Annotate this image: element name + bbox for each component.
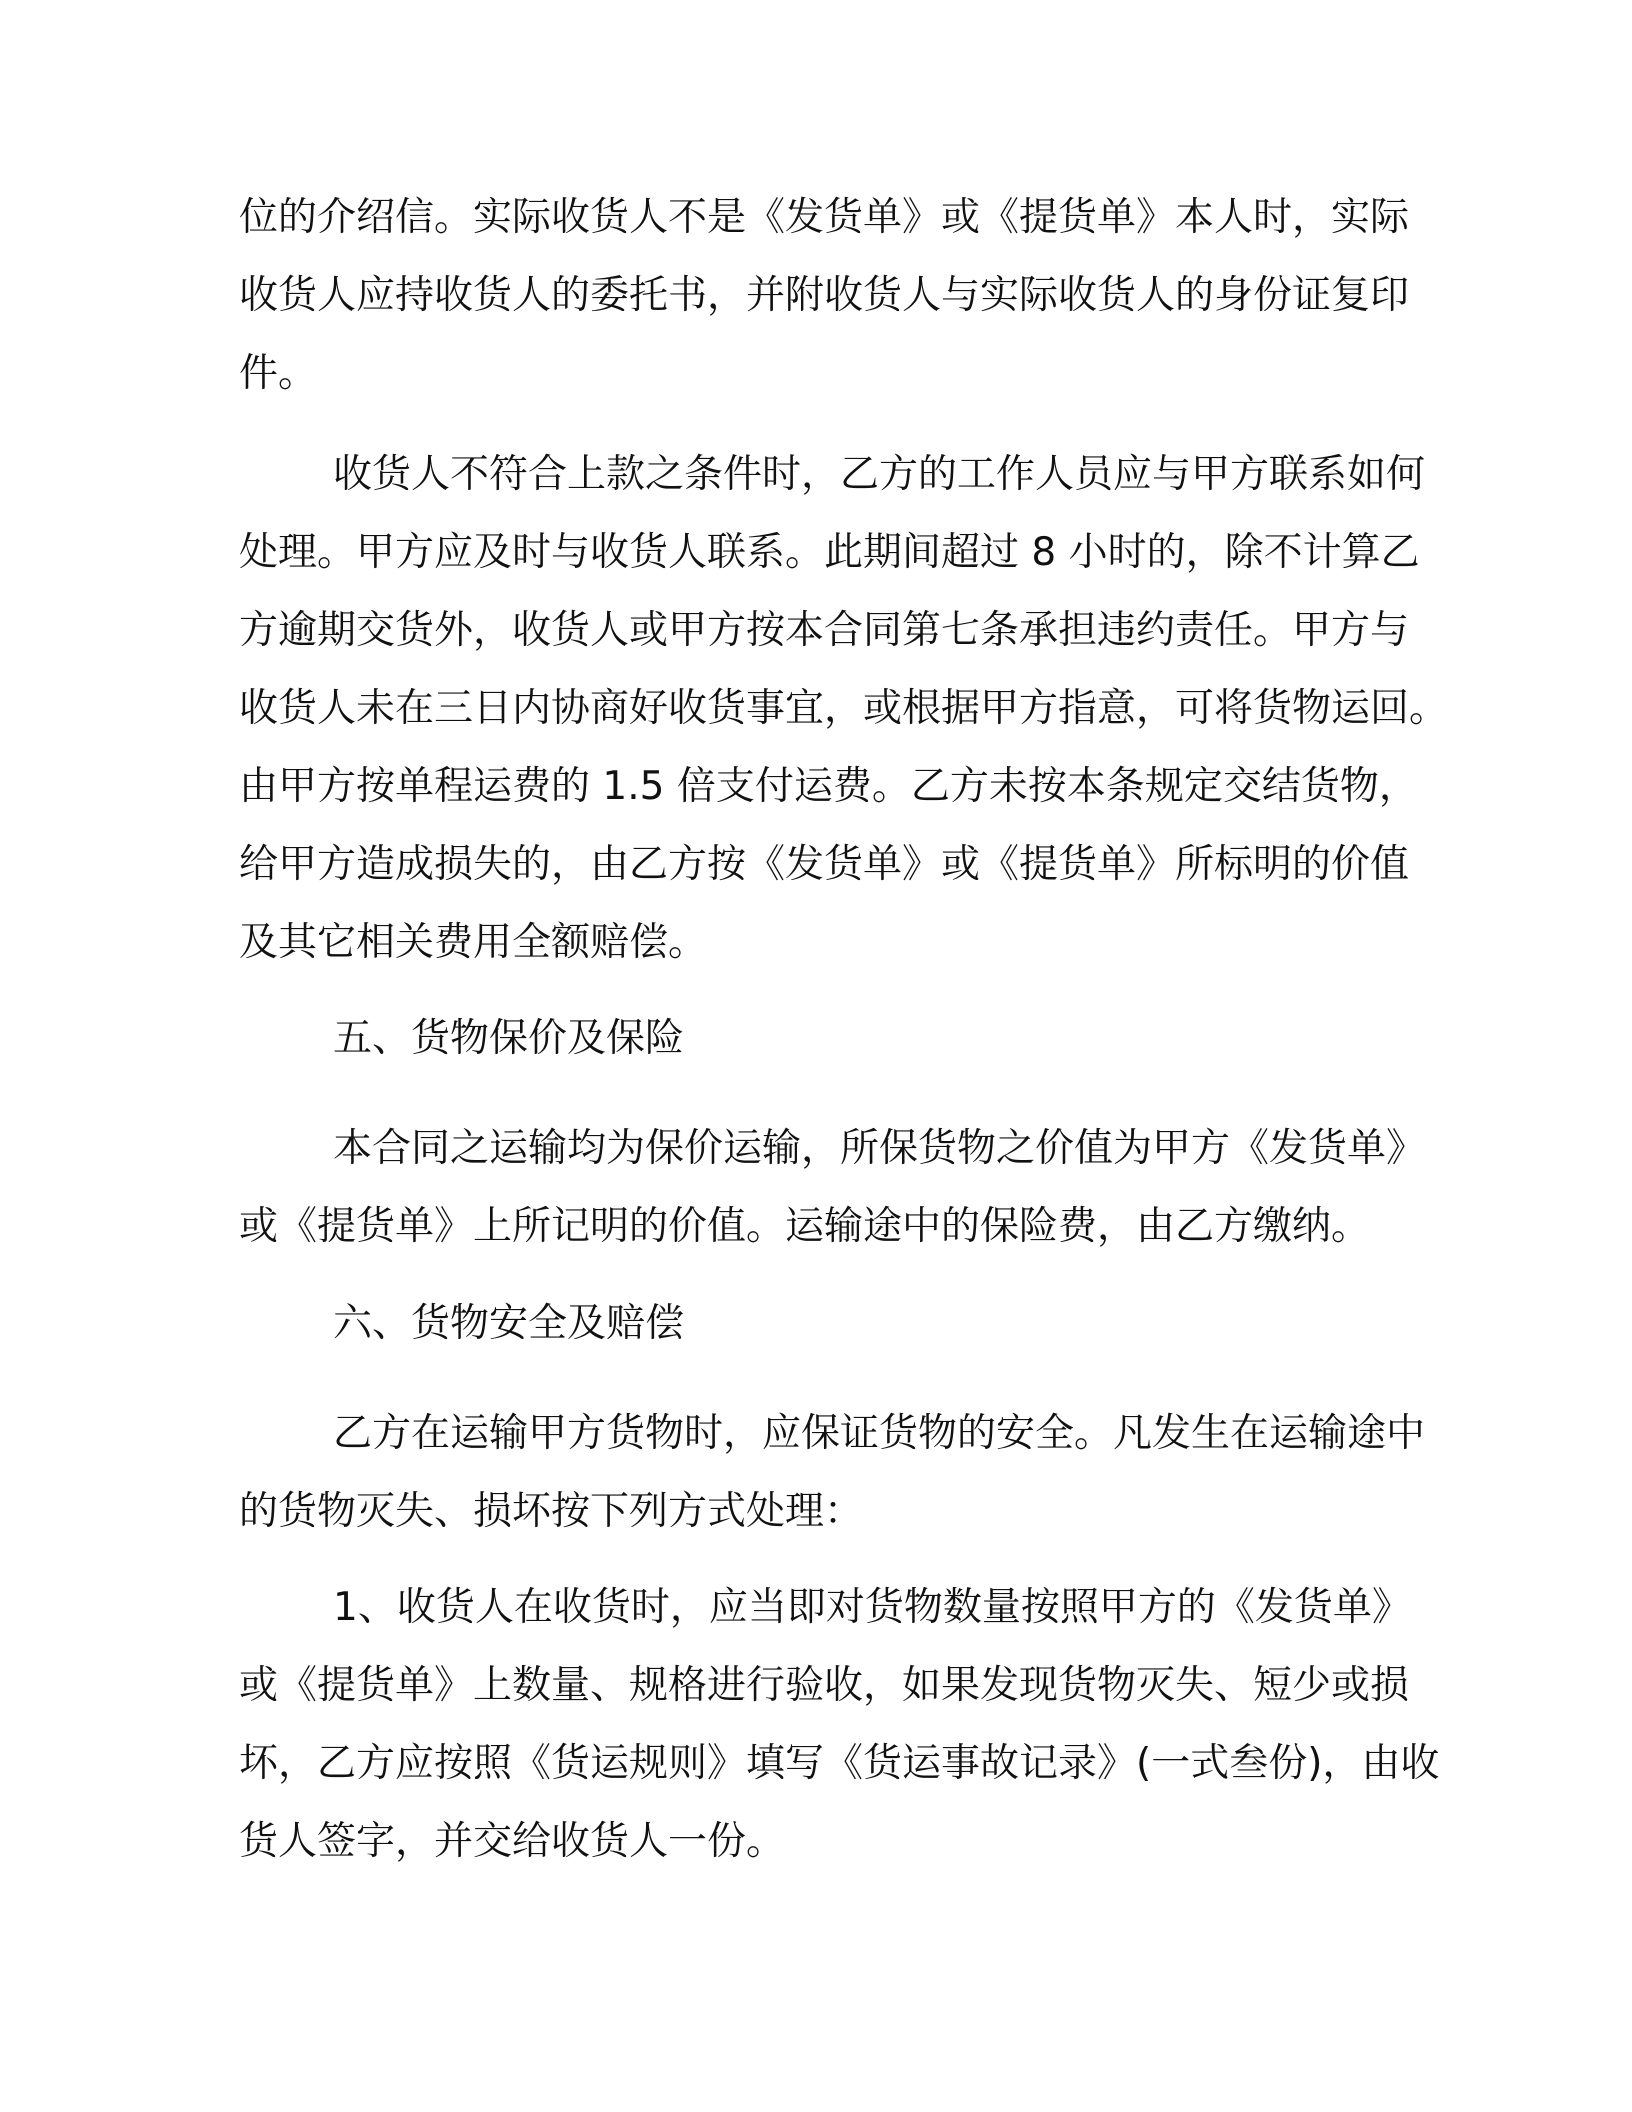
- paragraph-insured-transport: [239, 1110, 1426, 1266]
- text-line: 1、收货人在收货时，应当即对货物数量按照甲方的《发货单》: [333, 1585, 1411, 1630]
- text-line: 收货人未在三日内协商好收货事宜，或根据甲方指意，可将货物运回。: [239, 686, 1449, 731]
- text-line: 五、货物保价及保险: [333, 1016, 685, 1061]
- text-line: 坏，乙方应按照《货运规则》填写《货运事故记录》(一式叁份)，由收: [239, 1741, 1440, 1786]
- section-heading-insurance: [239, 1000, 1399, 1078]
- text-line: 方逾期交货外，收货人或甲方按本合同第七条承担违约责任。甲方与: [239, 608, 1410, 653]
- text-line: 收货人不符合上款之条件时，乙方的工作人员应与甲方联系如何: [333, 452, 1426, 497]
- text-line: 或《提货单》上数量、规格进行验收，如果发现货物灭失、短少或损: [239, 1663, 1410, 1708]
- text-line: 给甲方造成损失的，由乙方按《发货单》或《提货单》所标明的价值: [239, 842, 1410, 887]
- text-line: 乙方在运输甲方货物时，应保证货物的安全。凡发生在运输途中: [333, 1411, 1426, 1456]
- text-line: 或《提货单》上所记明的价值。运输途中的保险费，由乙方缴纳。: [239, 1204, 1371, 1249]
- section-heading-safety: [239, 1285, 1399, 1363]
- paragraph-inspection-clause: [239, 1569, 1440, 1881]
- paragraph-consignee-identity: [239, 179, 1410, 413]
- text-line: 货人签字，并交给收货人一份。: [239, 1819, 786, 1864]
- text-line: 的货物灭失、损坏按下列方式处理：: [239, 1489, 864, 1534]
- text-line: 处理。甲方应及时与收货人联系。此期间超过 8 小时的，除不计算乙: [239, 530, 1420, 575]
- text-line: 件。: [239, 351, 318, 396]
- text-line: 位的介绍信。实际收货人不是《发货单》或《提货单》本人时，实际: [239, 195, 1410, 240]
- text-line: 本合同之运输均为保价运输，所保货物之价值为甲方《发货单》: [333, 1126, 1426, 1171]
- text-line: 收货人应持收货人的委托书，并附收货人与实际收货人的身份证复印: [239, 273, 1410, 318]
- text-line: 由甲方按单程运费的 1.5 倍支付运费。乙方未按本条规定交结货物，: [239, 764, 1418, 809]
- paragraph-consignee-nonconforming: [239, 436, 1449, 982]
- paragraph-cargo-safety: [239, 1395, 1426, 1551]
- text-line: 及其它相关费用全额赔偿。: [239, 920, 708, 965]
- text-line: 六、货物安全及赔偿: [333, 1301, 685, 1346]
